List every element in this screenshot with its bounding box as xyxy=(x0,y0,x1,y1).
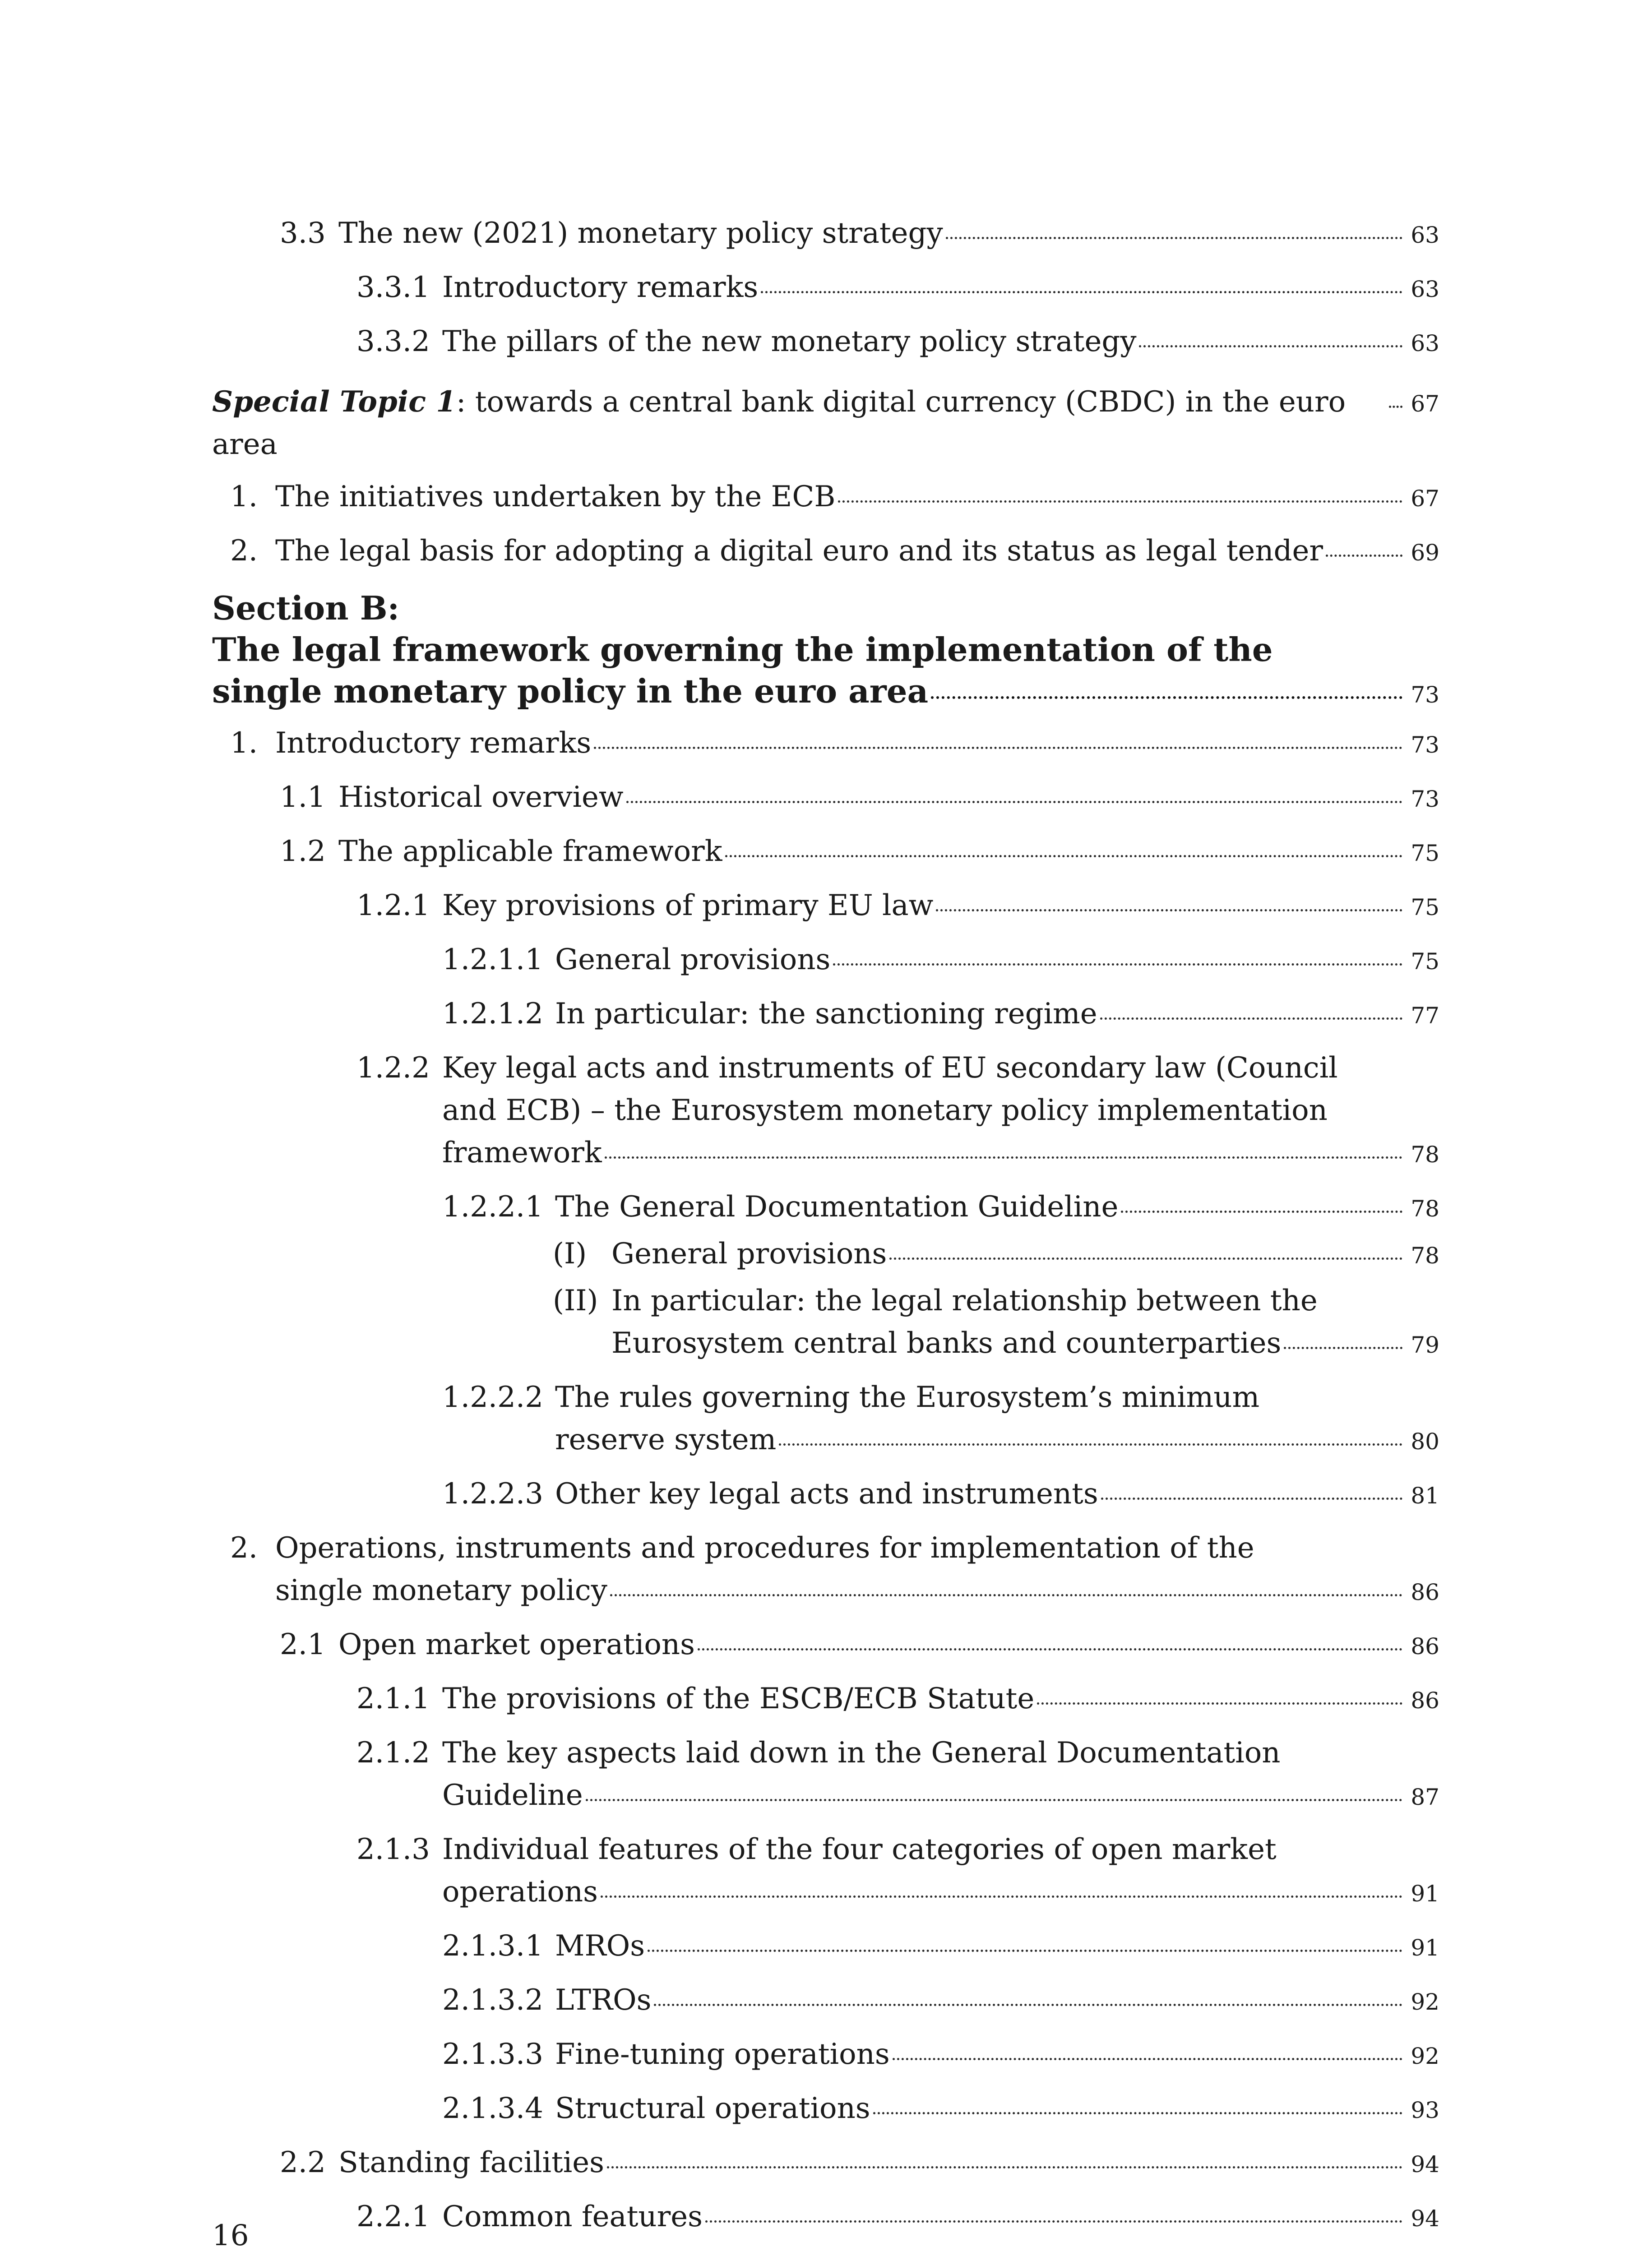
table-of-contents xyxy=(212,212,1439,2250)
entry-title: Introductory remarks xyxy=(442,271,759,304)
toc-entry-2-2[interactable] xyxy=(212,2141,1439,2186)
page-number: 67 xyxy=(1411,485,1439,512)
dot-leader xyxy=(761,291,1402,293)
entry-title: In particular: the sanctioning regime xyxy=(555,997,1097,1031)
page-number: 92 xyxy=(1411,1989,1439,2015)
entry-title: Introductory remarks xyxy=(275,726,592,760)
entry-title: MROs xyxy=(555,1929,645,1963)
toc-entry-2-1-3-2[interactable] xyxy=(212,1979,1439,2023)
entry-title: The pillars of the new monetary policy strategy xyxy=(442,325,1137,358)
entry-number: 2.2 xyxy=(280,2146,326,2179)
entry-number: 2.1.3.4 xyxy=(442,2092,543,2125)
page-number: 87 xyxy=(1411,1784,1439,1810)
toc-entry-1-2-2-3[interactable] xyxy=(212,1473,1439,1517)
entry-number: 3.3.2 xyxy=(356,325,430,358)
dot-leader xyxy=(1100,1017,1402,1020)
toc-entry-1-2-2-1-ii[interactable] xyxy=(212,1280,1439,1366)
page-number: 77 xyxy=(1411,1003,1439,1029)
dot-leader xyxy=(648,1950,1402,1952)
entry-number: 2.2.1 xyxy=(356,2200,430,2233)
entry-title-line: The rules governing the Eurosystem’s minimum xyxy=(555,1381,1260,1414)
dot-leader xyxy=(1121,1211,1402,1213)
entry-title: The General Documentation Guideline xyxy=(555,1190,1119,1224)
entry-number: 2. xyxy=(230,1531,258,1565)
entry-title-line: Guideline xyxy=(442,1779,583,1812)
special-topic-label: Special Topic 1 xyxy=(212,385,456,419)
page-number: 86 xyxy=(1411,1633,1439,1660)
entry-number: 1.2 xyxy=(280,835,326,868)
dot-leader xyxy=(1037,1702,1402,1705)
dot-leader xyxy=(936,909,1402,911)
entry-number: 2.1.3.3 xyxy=(442,2038,543,2071)
page-number: 94 xyxy=(1411,2205,1439,2232)
entry-number: 1.2.2.3 xyxy=(442,1477,543,1511)
entry-title: The provisions of the ESCB/ECB Statute xyxy=(442,1682,1035,1715)
page-number: 78 xyxy=(1411,1196,1439,1222)
entry-number: 1.2.1 xyxy=(356,889,430,922)
dot-leader xyxy=(946,237,1402,239)
entry-title: Standing facilities xyxy=(338,2146,604,2179)
toc-entry-3-3-2[interactable] xyxy=(212,320,1439,365)
toc-entry-2-1-2[interactable] xyxy=(212,1732,1439,1818)
toc-entry-2-1-3-4[interactable] xyxy=(212,2087,1439,2131)
entry-title-line: In particular: the legal relationship between the xyxy=(611,1284,1318,1318)
entry-title: Key provisions of primary EU law xyxy=(442,889,934,922)
toc-entry-2-1-3-1[interactable] xyxy=(212,1925,1439,1969)
dot-leader xyxy=(594,747,1402,749)
page-number: 86 xyxy=(1411,1687,1439,1714)
toc-entry-1-2-1-1[interactable] xyxy=(212,938,1439,983)
dot-leader xyxy=(586,1799,1402,1801)
dot-leader xyxy=(1389,406,1402,408)
entry-number: 2. xyxy=(230,534,258,568)
toc-section-b[interactable] xyxy=(212,587,1439,716)
page-number: 63 xyxy=(1411,330,1439,356)
entry-title: The applicable framework xyxy=(338,835,722,868)
entry-title: General provisions xyxy=(555,943,831,976)
entry-number: 3.3.1 xyxy=(356,271,430,304)
entry-number: (II) xyxy=(553,1284,598,1318)
entry-number: 1.2.2.2 xyxy=(442,1381,543,1414)
page-number: 81 xyxy=(1411,1483,1439,1509)
page-number: 94 xyxy=(1411,2151,1439,2177)
entry-title-line: framework xyxy=(442,1136,602,1170)
dot-leader xyxy=(833,963,1402,966)
toc-entry-1-2-1-2[interactable] xyxy=(212,993,1439,1037)
dot-leader xyxy=(607,2166,1402,2168)
page-number: 63 xyxy=(1411,222,1439,248)
toc-entry-1[interactable] xyxy=(212,722,1439,766)
page-number: 75 xyxy=(1411,894,1439,920)
page-number: 93 xyxy=(1411,2097,1439,2123)
dot-leader xyxy=(626,801,1402,803)
dot-leader xyxy=(654,2004,1402,2006)
entry-number: 2.1.3.1 xyxy=(442,1929,543,1963)
page-number: 80 xyxy=(1411,1428,1439,1455)
page-number: 79 xyxy=(1411,1332,1439,1358)
entry-number: 2.1.3.2 xyxy=(442,1983,543,2017)
toc-entry-3-3[interactable] xyxy=(212,212,1439,256)
entry-title-line: Operations, instruments and procedures for implementation of the xyxy=(275,1531,1254,1565)
entry-title-line: operations xyxy=(442,1875,598,1909)
page-number: 92 xyxy=(1411,2043,1439,2069)
dot-leader xyxy=(1284,1347,1402,1349)
section-title-line: The legal framework governing the implementation of the xyxy=(212,630,1273,669)
entry-number: 1.2.1.2 xyxy=(442,997,543,1031)
page-number: 75 xyxy=(1411,948,1439,975)
entry-title-line: reserve system xyxy=(555,1423,777,1456)
page-number: 75 xyxy=(1411,840,1439,866)
dot-leader xyxy=(1101,1498,1402,1500)
dot-leader xyxy=(873,2112,1402,2114)
entry-number: 1.2.2.1 xyxy=(442,1190,543,1224)
page-number: 78 xyxy=(1411,1142,1439,1168)
toc-entry-st1-1[interactable] xyxy=(212,476,1439,520)
toc-entry-1-2[interactable] xyxy=(212,830,1439,874)
dot-leader xyxy=(1326,555,1402,557)
page-folio: 16 xyxy=(212,2219,249,2252)
page-number: 67 xyxy=(1411,391,1439,417)
section-title-line: single monetary policy in the euro area xyxy=(212,672,929,710)
entry-title-line: The key aspects laid down in the General Documentation xyxy=(442,1736,1281,1770)
entry-title: LTROs xyxy=(555,1983,652,2017)
entry-title: General provisions xyxy=(611,1237,887,1271)
toc-entry-2[interactable] xyxy=(212,1527,1439,1613)
entry-title: Open market operations xyxy=(338,1628,695,1661)
page-number: 69 xyxy=(1411,540,1439,566)
entry-title: Fine-tuning operations xyxy=(555,2038,890,2071)
toc-entry-st1-2[interactable] xyxy=(212,530,1439,574)
dot-leader xyxy=(605,1156,1402,1159)
page-number: 91 xyxy=(1411,1881,1439,1907)
toc-entry-3-3-1[interactable] xyxy=(212,266,1439,310)
dot-leader xyxy=(601,1895,1402,1898)
entry-title: The new (2021) monetary policy strategy xyxy=(338,217,943,250)
entry-number: 3.3 xyxy=(280,217,326,250)
page-number: 63 xyxy=(1411,276,1439,302)
toc-entry-2-2-1[interactable] xyxy=(212,2196,1439,2240)
entry-number: 1.1 xyxy=(280,781,326,814)
section-label: Section B: xyxy=(212,589,400,627)
dot-leader xyxy=(779,1443,1402,1446)
dot-leader xyxy=(698,1648,1402,1650)
dot-leader xyxy=(893,2058,1402,2060)
entry-number: 2.1.2 xyxy=(356,1736,430,1770)
toc-entry-2-1-3[interactable] xyxy=(212,1828,1439,1915)
entry-title: Structural operations xyxy=(555,2092,870,2125)
dot-leader xyxy=(889,1257,1402,1260)
entry-title-line: Eurosystem central banks and counterparties xyxy=(611,1327,1282,1360)
toc-entry-2-1[interactable] xyxy=(212,1623,1439,1668)
entry-title: : towards a central bank digital currency (CBDC) in the euro area xyxy=(212,385,1346,461)
page-number: 73 xyxy=(1411,786,1439,812)
toc-entry-1-1[interactable] xyxy=(212,776,1439,820)
page-number: 86 xyxy=(1411,1579,1439,1605)
toc-entry-1-2-2-2[interactable] xyxy=(212,1376,1439,1463)
entry-title-line: and ECB) – the Eurosystem monetary policy implementation xyxy=(442,1094,1328,1127)
entry-number: 1.2.1.1 xyxy=(442,943,543,976)
dot-leader xyxy=(705,2220,1402,2223)
entry-title-line: Key legal acts and instruments of EU secondary law (Council xyxy=(442,1051,1338,1085)
page-number: 73 xyxy=(1411,682,1439,708)
dot-leader xyxy=(931,696,1402,699)
page-number: 78 xyxy=(1411,1243,1439,1269)
entry-title: Other key legal acts and instruments xyxy=(555,1477,1098,1511)
dot-leader xyxy=(1139,345,1402,347)
entry-number: 1. xyxy=(230,726,258,760)
toc-entry-1-2-1[interactable] xyxy=(212,884,1439,929)
entry-number: 1. xyxy=(230,480,258,513)
entry-number: 2.1.1 xyxy=(356,1682,430,1715)
entry-number: 2.1.3 xyxy=(356,1833,430,1866)
dot-leader xyxy=(838,500,1402,503)
toc-entry-1-2-2[interactable] xyxy=(212,1047,1439,1176)
dot-leader xyxy=(610,1594,1402,1596)
entry-title-line: single monetary policy xyxy=(275,1574,607,1607)
toc-entry-1-2-2-1[interactable] xyxy=(212,1186,1439,1230)
page-number: 91 xyxy=(1411,1935,1439,1961)
toc-entry-1-2-2-1-i[interactable] xyxy=(212,1233,1439,1277)
entry-title: The legal basis for adopting a digital euro and its status as legal tender xyxy=(275,534,1323,568)
entry-title: Historical overview xyxy=(338,781,624,814)
page-number: 73 xyxy=(1411,732,1439,758)
toc-entry-special-topic-1[interactable] xyxy=(212,381,1439,466)
entry-title: Common features xyxy=(442,2200,703,2233)
toc-entry-2-1-1[interactable] xyxy=(212,1678,1439,1722)
entry-title: The initiatives undertaken by the ECB xyxy=(275,480,836,513)
dot-leader xyxy=(725,855,1403,857)
entry-number: (I) xyxy=(553,1237,587,1271)
entry-title-line: Individual features of the four categories of open market xyxy=(442,1833,1277,1866)
entry-number: 1.2.2 xyxy=(356,1051,430,1085)
entry-number: 2.1 xyxy=(280,1628,326,1661)
toc-entry-2-1-3-3[interactable] xyxy=(212,2033,1439,2077)
